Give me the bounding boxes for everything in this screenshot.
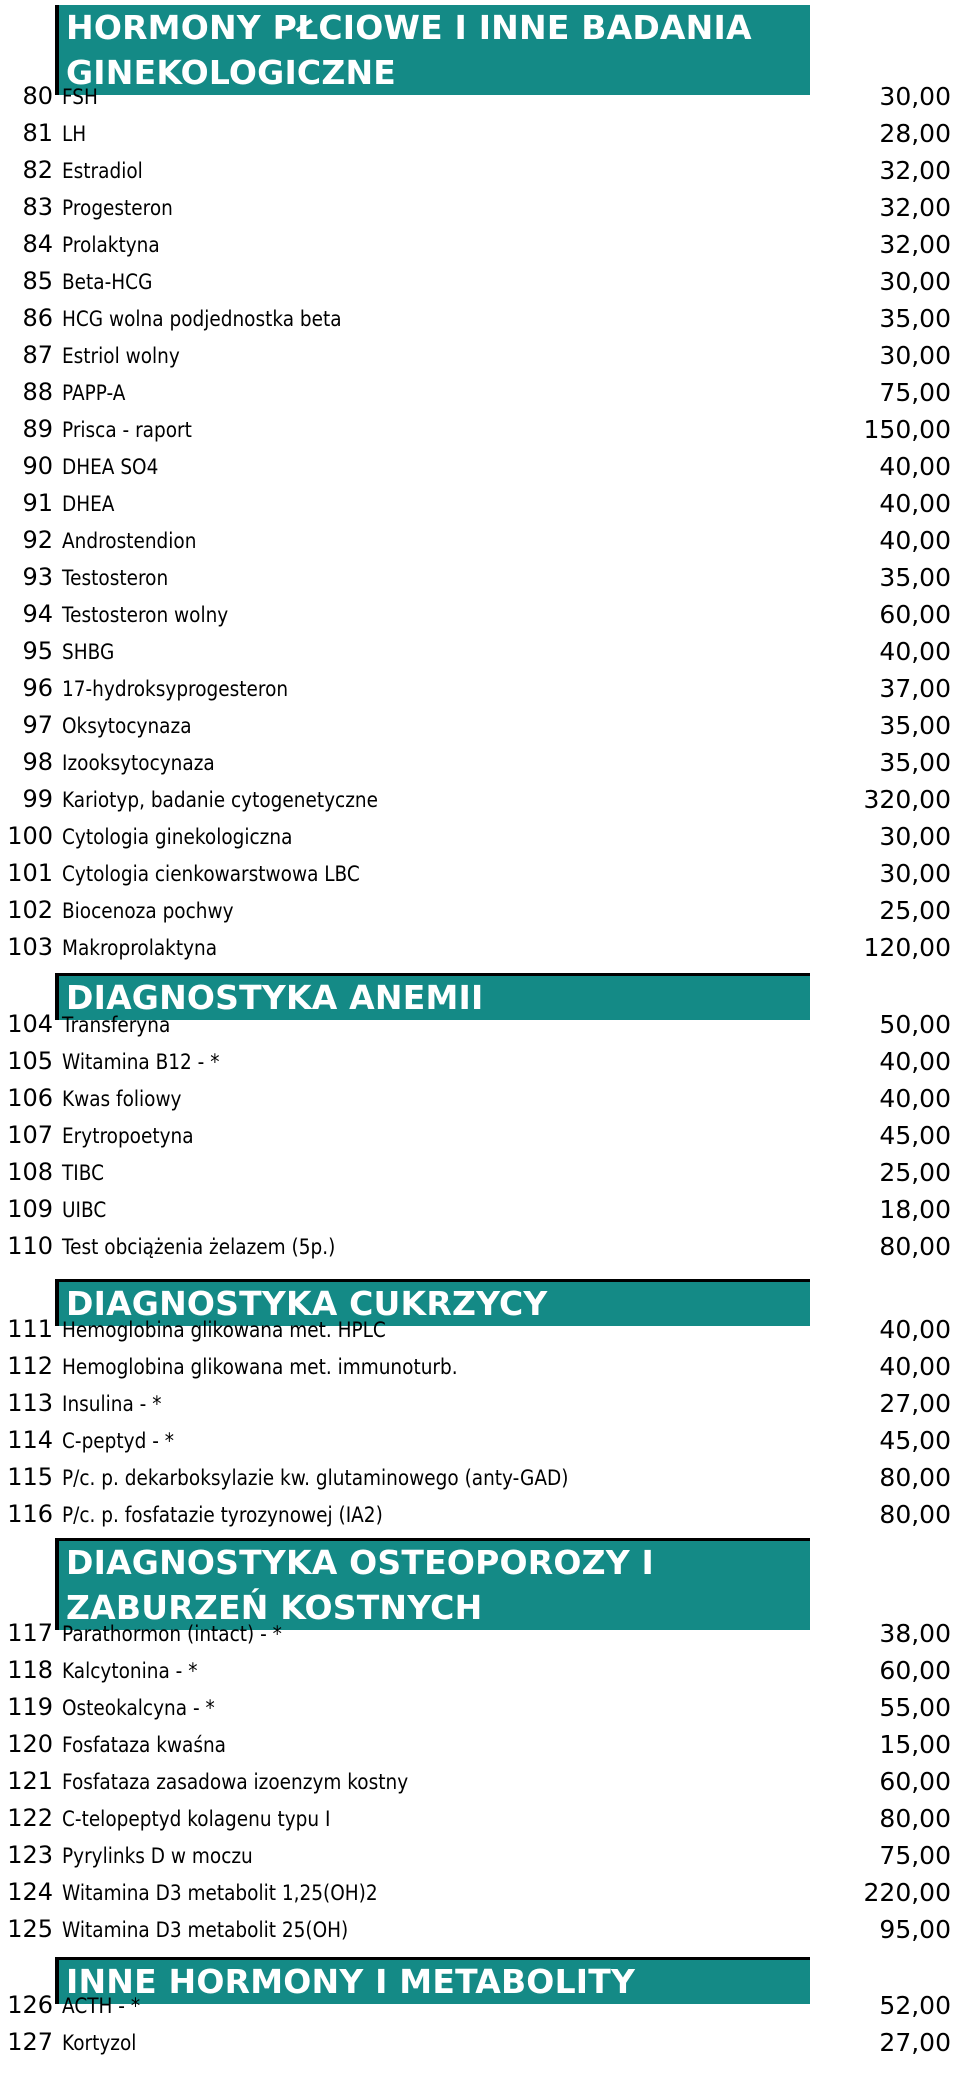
list-item (0, 1874, 960, 1911)
test-name: P/c. p. dekarboksylazie kw. glutaminowego (anty-GAD) (62, 1466, 569, 1490)
item-number: 112 (7, 1352, 53, 1380)
test-name: Estradiol (62, 159, 143, 183)
test-name: Kortyzol (62, 2031, 137, 2055)
test-name: Testosteron wolny (62, 603, 229, 627)
list-item (0, 1117, 960, 1154)
test-price: 30,00 (879, 267, 951, 296)
item-number: 120 (7, 1730, 53, 1758)
list-item (0, 189, 960, 226)
item-number: 90 (22, 452, 53, 480)
test-name: Kalcytonina - * (62, 1659, 198, 1683)
test-price: 45,00 (879, 1121, 951, 1150)
item-number: 108 (7, 1158, 53, 1186)
item-number: 123 (7, 1841, 53, 1869)
item-number: 82 (22, 156, 53, 184)
list-item (0, 633, 960, 670)
list-item (0, 1911, 960, 1948)
test-price: 120,00 (863, 933, 951, 962)
test-price: 35,00 (879, 748, 951, 777)
test-name: Witamina D3 metabolit 1,25(OH)2 (62, 1881, 378, 1905)
list-item (0, 1006, 960, 1043)
test-price: 35,00 (879, 304, 951, 333)
test-name: Pyrylinks D w moczu (62, 1844, 253, 1868)
test-price: 38,00 (879, 1619, 951, 1648)
section-divider (55, 1957, 810, 1960)
test-name: Hemoglobina glikowana met. immunoturb. (62, 1355, 458, 1379)
test-price: 30,00 (879, 859, 951, 888)
item-number: 127 (7, 2028, 53, 2056)
list-item (0, 670, 960, 707)
list-item (0, 1987, 960, 2024)
test-price: 75,00 (879, 1841, 951, 1870)
test-price: 50,00 (879, 1010, 951, 1039)
test-price: 30,00 (879, 822, 951, 851)
item-number: 106 (7, 1084, 53, 1112)
list-item (0, 1422, 960, 1459)
test-price: 40,00 (879, 1084, 951, 1113)
test-price: 40,00 (879, 1352, 951, 1381)
item-number: 115 (7, 1463, 53, 1491)
test-name: HCG wolna podjednostka beta (62, 307, 342, 331)
test-name: Parathormon (intact) - * (62, 1622, 282, 1646)
test-name: FSH (62, 85, 98, 109)
test-price: 40,00 (879, 526, 951, 555)
test-price: 30,00 (879, 82, 951, 111)
test-name: 17-hydroksyprogesteron (62, 677, 289, 701)
list-item (0, 263, 960, 300)
list-item (0, 707, 960, 744)
item-number: 89 (22, 415, 53, 443)
test-name: Biocenoza pochwy (62, 899, 234, 923)
item-number: 95 (22, 637, 53, 665)
test-price: 60,00 (879, 1656, 951, 1685)
section-title: ZABURZEŃ KOSTNYCH (66, 1588, 483, 1627)
test-price: 75,00 (879, 378, 951, 407)
test-price: 27,00 (879, 1389, 951, 1418)
test-price: 52,00 (879, 1991, 951, 2020)
list-item (0, 1154, 960, 1191)
list-item (0, 559, 960, 596)
test-name: SHBG (62, 640, 115, 664)
section-divider (55, 1279, 810, 1282)
test-name: TIBC (62, 1161, 105, 1185)
list-item (0, 1726, 960, 1763)
test-price: 35,00 (879, 711, 951, 740)
test-name: LH (62, 122, 87, 146)
test-name: P/c. p. fosfatazie tyrozynowej (IA2) (62, 1503, 383, 1527)
test-price: 18,00 (879, 1195, 951, 1224)
test-price: 32,00 (879, 230, 951, 259)
test-name: Makroprolaktyna (62, 936, 218, 960)
test-name: Testosteron (62, 566, 169, 590)
list-item (0, 1348, 960, 1385)
test-name: Cytologia cienkowarstwowa LBC (62, 862, 360, 886)
item-number: 118 (7, 1656, 53, 1684)
list-item (0, 1385, 960, 1422)
test-name: UIBC (62, 1198, 107, 1222)
item-number: 121 (7, 1767, 53, 1795)
test-name: Kwas foliowy (62, 1087, 182, 1111)
test-name: ACTH - * (62, 1994, 141, 2018)
list-item (0, 2024, 960, 2061)
list-item (0, 1311, 960, 1348)
test-price: 60,00 (879, 1767, 951, 1796)
item-number: 109 (7, 1195, 53, 1223)
item-number: 122 (7, 1804, 53, 1832)
test-name: Izooksytocynaza (62, 751, 215, 775)
test-price: 80,00 (879, 1500, 951, 1529)
section-title: HORMONY PŁCIOWE I INNE BADANIA (66, 8, 752, 47)
list-item (0, 929, 960, 966)
list-item (0, 596, 960, 633)
item-number: 107 (7, 1121, 53, 1149)
list-item (0, 115, 960, 152)
test-price: 40,00 (879, 637, 951, 666)
test-name: Kariotyp, badanie cytogenetyczne (62, 788, 378, 812)
test-price: 25,00 (879, 896, 951, 925)
test-price: 80,00 (879, 1463, 951, 1492)
item-number: 117 (7, 1619, 53, 1647)
test-price: 32,00 (879, 193, 951, 222)
section-divider (55, 1538, 810, 1541)
test-price: 60,00 (879, 600, 951, 629)
test-name: Transferyna (62, 1013, 171, 1037)
item-number: 119 (7, 1693, 53, 1721)
list-item (0, 1652, 960, 1689)
test-price: 150,00 (863, 415, 951, 444)
list-item (0, 1496, 960, 1533)
test-price: 30,00 (879, 341, 951, 370)
list-item (0, 1615, 960, 1652)
item-number: 96 (22, 674, 53, 702)
item-number: 94 (22, 600, 53, 628)
test-name: C-peptyd - * (62, 1429, 174, 1453)
list-item (0, 374, 960, 411)
list-item (0, 1191, 960, 1228)
list-item (0, 152, 960, 189)
test-name: PAPP-A (62, 381, 126, 405)
section-title: DIAGNOSTYKA OSTEOPOROZY I (66, 1543, 654, 1582)
test-name: Erytropoetyna (62, 1124, 194, 1148)
list-item (0, 300, 960, 337)
list-item (0, 818, 960, 855)
item-number: 100 (7, 822, 53, 850)
list-item (0, 1043, 960, 1080)
list-item (0, 1800, 960, 1837)
list-item (0, 1689, 960, 1726)
test-name: Fosfataza kwaśna (62, 1733, 227, 1757)
test-price: 80,00 (879, 1804, 951, 1833)
test-price: 40,00 (879, 1315, 951, 1344)
list-item (0, 1763, 960, 1800)
test-price: 45,00 (879, 1426, 951, 1455)
item-number: 103 (7, 933, 53, 961)
test-name: Test obciążenia żelazem (5p.) (62, 1235, 336, 1259)
item-number: 105 (7, 1047, 53, 1075)
list-item (0, 1228, 960, 1265)
list-item (0, 522, 960, 559)
list-item (0, 892, 960, 929)
list-item (0, 226, 960, 263)
test-name: Prisca - raport (62, 418, 192, 442)
test-name: Fosfataza zasadowa izoenzym kostny (62, 1770, 409, 1794)
test-name: DHEA SO4 (62, 455, 159, 479)
test-name: Progesteron (62, 196, 173, 220)
item-number: 91 (22, 489, 53, 517)
section-title: DIAGNOSTYKA CUKRZYCY (66, 1284, 548, 1323)
list-item (0, 855, 960, 892)
list-item (0, 485, 960, 522)
test-price: 40,00 (879, 489, 951, 518)
item-number: 93 (22, 563, 53, 591)
item-number: 86 (22, 304, 53, 332)
item-number: 84 (22, 230, 53, 258)
test-price: 27,00 (879, 2028, 951, 2057)
item-number: 80 (22, 82, 53, 110)
item-number: 98 (22, 748, 53, 776)
test-name: Oksytocynaza (62, 714, 192, 738)
item-number: 113 (7, 1389, 53, 1417)
test-name: Osteokalcyna - * (62, 1696, 215, 1720)
item-number: 85 (22, 267, 53, 295)
item-number: 87 (22, 341, 53, 369)
list-item (0, 1459, 960, 1496)
item-number: 97 (22, 711, 53, 739)
test-price: 28,00 (879, 119, 951, 148)
item-number: 125 (7, 1915, 53, 1943)
test-price: 55,00 (879, 1693, 951, 1722)
list-item (0, 448, 960, 485)
test-name: DHEA (62, 492, 115, 516)
section-title: DIAGNOSTYKA ANEMII (66, 978, 484, 1017)
list-item (0, 781, 960, 818)
item-number: 83 (22, 193, 53, 221)
item-number: 116 (7, 1500, 53, 1528)
test-price: 32,00 (879, 156, 951, 185)
test-name: Prolaktyna (62, 233, 160, 257)
test-price: 40,00 (879, 452, 951, 481)
item-number: 92 (22, 526, 53, 554)
item-number: 88 (22, 378, 53, 406)
test-name: C-telopeptyd kolagenu typu I (62, 1807, 331, 1831)
test-name: Insulina - * (62, 1392, 162, 1416)
item-number: 99 (22, 785, 53, 813)
item-number: 81 (22, 119, 53, 147)
section-title: GINEKOLOGICZNE (66, 53, 397, 92)
test-price: 80,00 (879, 1232, 951, 1261)
item-number: 114 (7, 1426, 53, 1454)
item-number: 110 (7, 1232, 53, 1260)
test-name: Witamina D3 metabolit 25(OH) (62, 1918, 349, 1942)
test-name: Hemoglobina glikowana met. HPLC (62, 1318, 386, 1342)
list-item (0, 1837, 960, 1874)
list-item (0, 78, 960, 115)
test-name: Androstendion (62, 529, 197, 553)
item-number: 126 (7, 1991, 53, 2019)
section-title: INNE HORMONY I METABOLITY (66, 1962, 636, 2001)
test-price: 15,00 (879, 1730, 951, 1759)
item-number: 124 (7, 1878, 53, 1906)
list-item (0, 1080, 960, 1117)
test-name: Estriol wolny (62, 344, 180, 368)
test-price: 25,00 (879, 1158, 951, 1187)
item-number: 102 (7, 896, 53, 924)
test-price: 40,00 (879, 1047, 951, 1076)
section-divider (55, 973, 810, 976)
list-item (0, 744, 960, 781)
list-item (0, 337, 960, 374)
item-number: 101 (7, 859, 53, 887)
test-price: 220,00 (863, 1878, 951, 1907)
test-name: Cytologia ginekologiczna (62, 825, 293, 849)
test-price: 37,00 (879, 674, 951, 703)
test-name: Witamina B12 - * (62, 1050, 220, 1074)
test-price: 35,00 (879, 563, 951, 592)
test-price: 320,00 (863, 785, 951, 814)
test-price: 95,00 (879, 1915, 951, 1944)
item-number: 111 (7, 1315, 53, 1343)
item-number: 104 (7, 1010, 53, 1038)
list-item (0, 411, 960, 448)
test-name: Beta-HCG (62, 270, 153, 294)
